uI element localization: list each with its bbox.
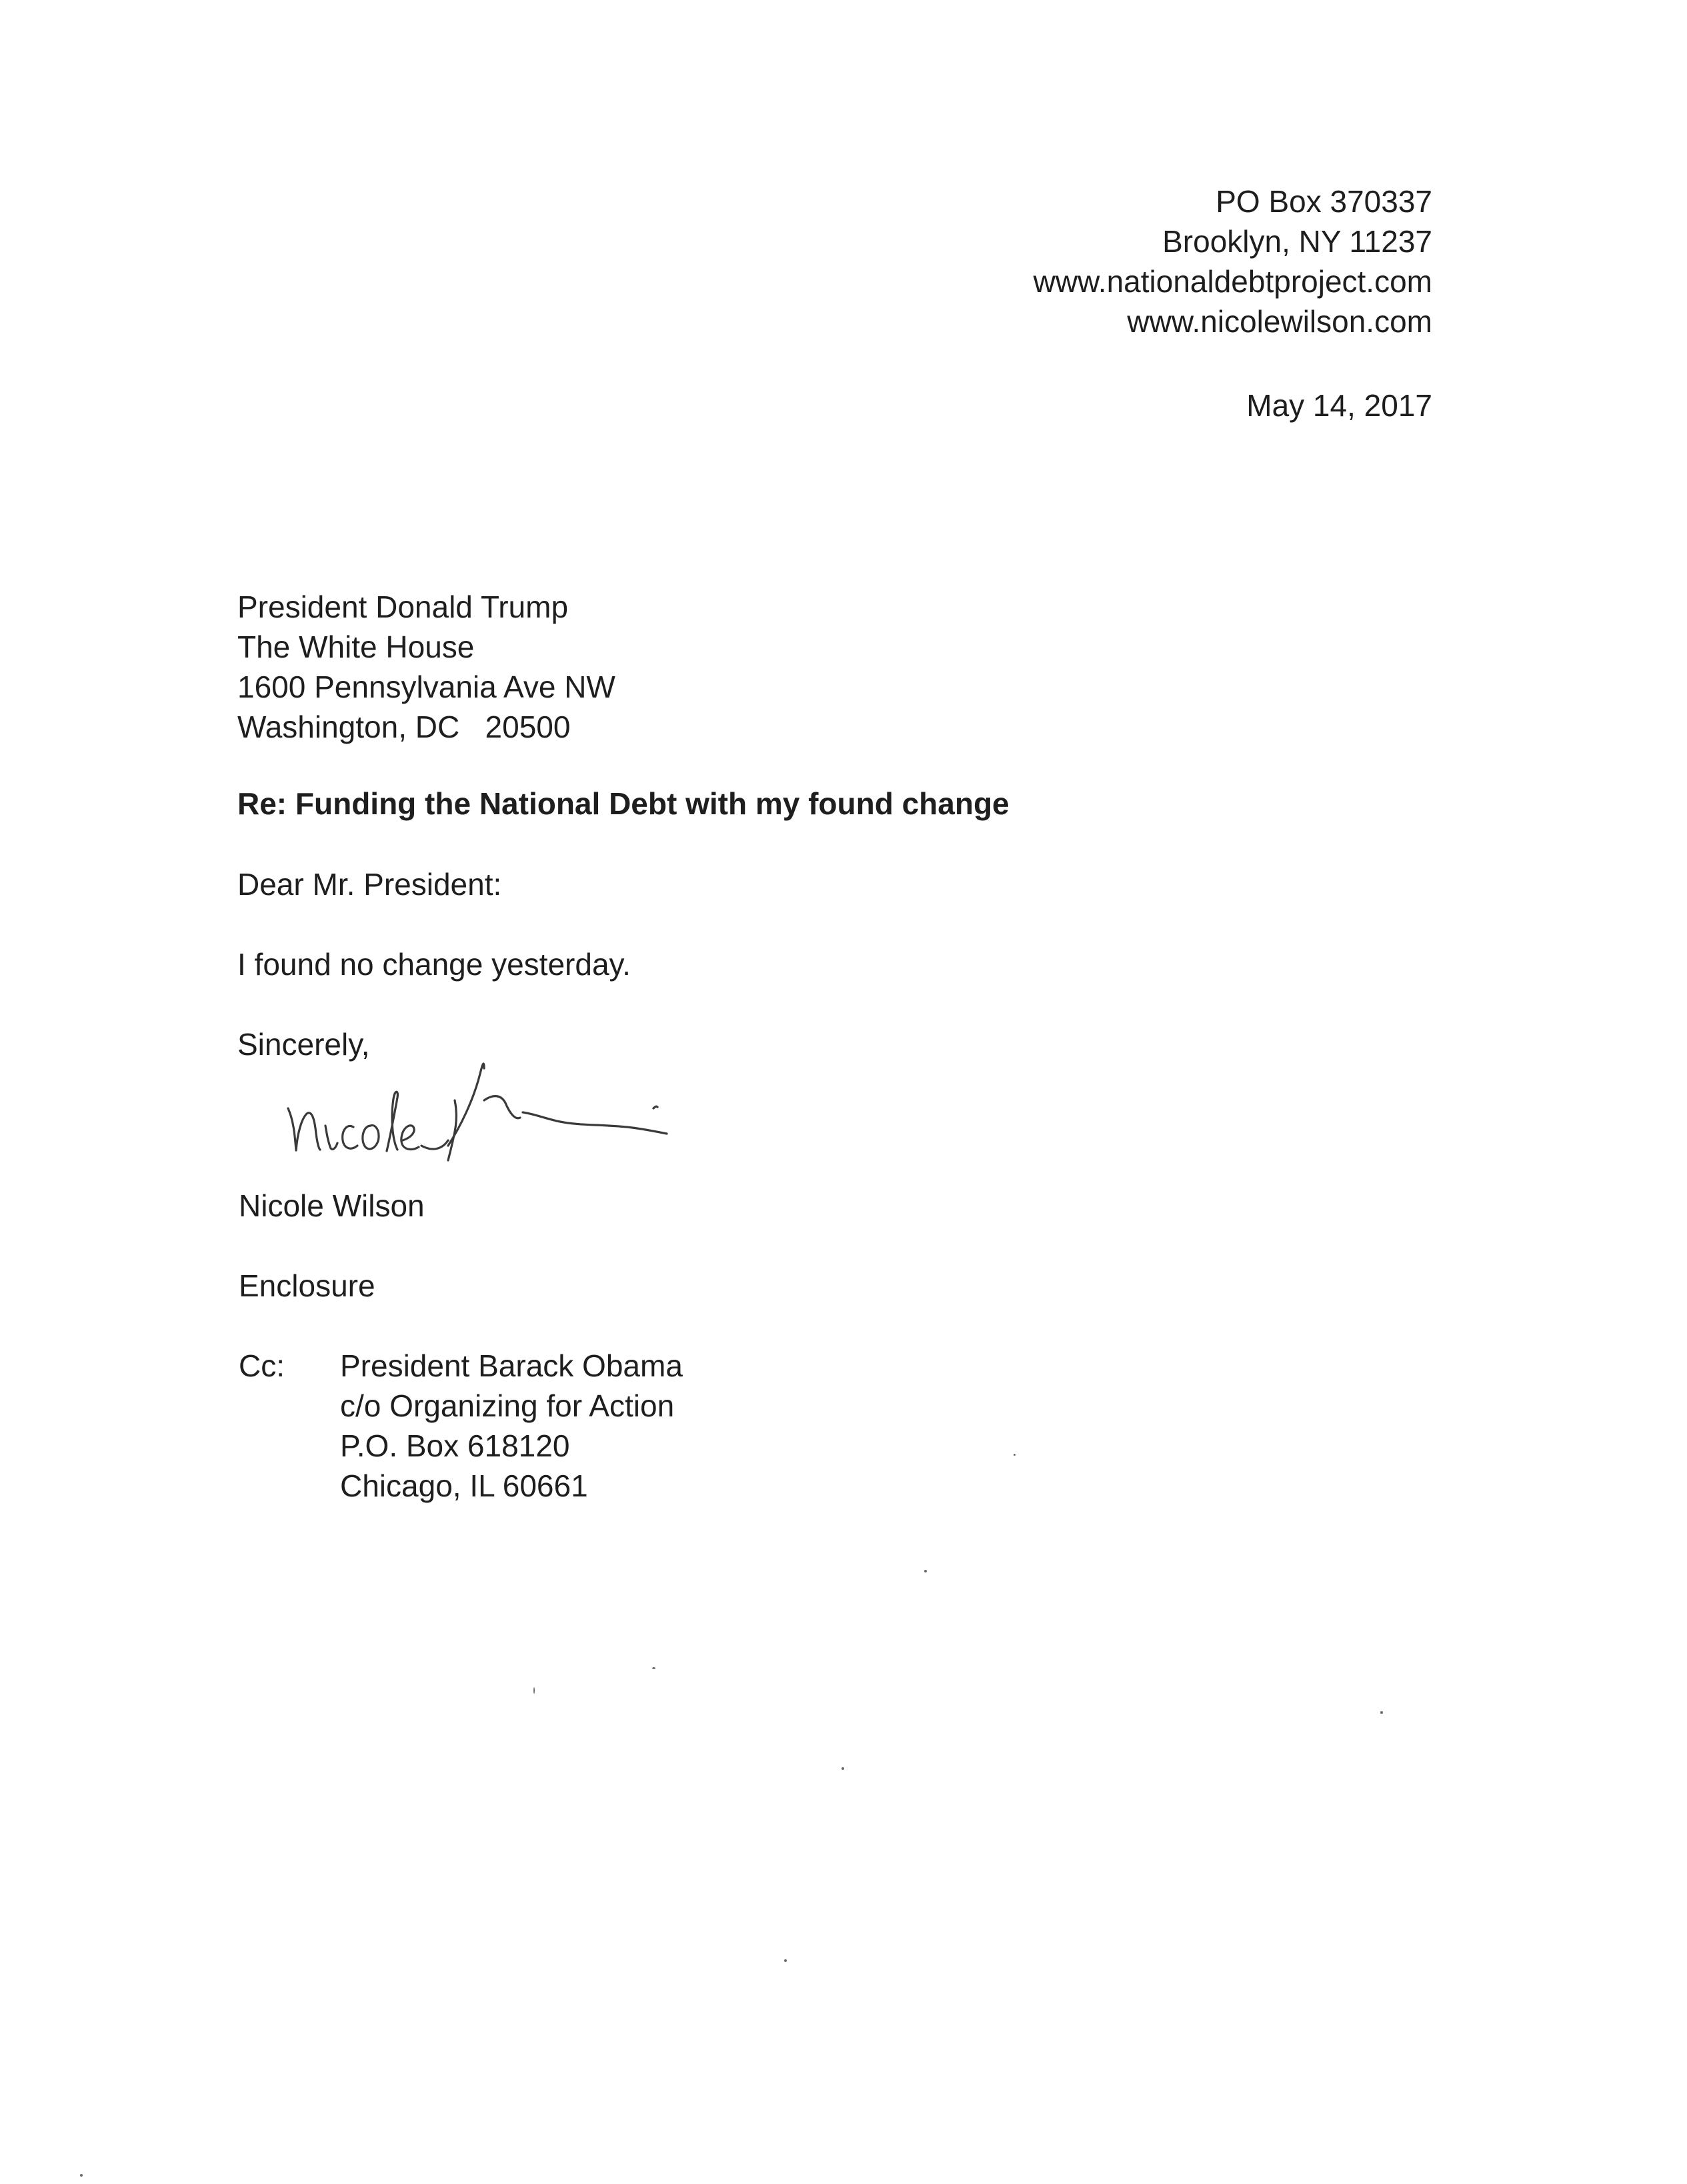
recipient-name: President Donald Trump (237, 590, 569, 624)
cc-name: President Barack Obama (340, 1348, 683, 1383)
cc-city: Chicago, IL 60661 (340, 1468, 588, 1503)
letter-body: I found no change yesterday. (237, 947, 631, 982)
return-address-line2: Brooklyn, NY 11237 (1162, 224, 1432, 259)
salutation: Dear Mr. President: (237, 867, 502, 902)
recipient-city: Washington, DC 20500 (237, 710, 571, 744)
scan-speck (1380, 1711, 1383, 1714)
cc-address (340, 1346, 683, 1506)
scan-speck (533, 1687, 535, 1694)
scan-speck (841, 1767, 844, 1770)
cc-label: Cc: (239, 1348, 285, 1383)
handwritten-signature (280, 1034, 720, 1187)
recipient-street: 1600 Pennsylvania Ave NW (237, 670, 615, 704)
recipient-address (237, 587, 615, 747)
website-nicole-wilson: www.nicolewilson.com (1127, 304, 1432, 339)
return-address (1034, 181, 1432, 341)
scan-speck (1014, 1454, 1016, 1456)
return-address-line1: PO Box 370337 (1216, 184, 1432, 219)
letter-date: May 14, 2017 (1246, 388, 1432, 423)
scan-speck (784, 1959, 787, 1962)
subject-line: Re: Funding the National Debt with my found change (237, 786, 1010, 821)
cc-org: c/o Organizing for Action (340, 1388, 675, 1423)
website-national-debt-project: www.nationaldebtproject.com (1033, 264, 1432, 299)
closing: Sincerely, (237, 1027, 370, 1062)
scan-speck (652, 1667, 655, 1669)
scan-speck (80, 2174, 83, 2177)
cc-box: P.O. Box 618120 (340, 1428, 570, 1463)
enclosure-note: Enclosure (239, 1268, 375, 1303)
recipient-org: The White House (237, 630, 475, 664)
signer-name: Nicole Wilson (239, 1188, 425, 1223)
scan-speck (924, 1570, 927, 1572)
